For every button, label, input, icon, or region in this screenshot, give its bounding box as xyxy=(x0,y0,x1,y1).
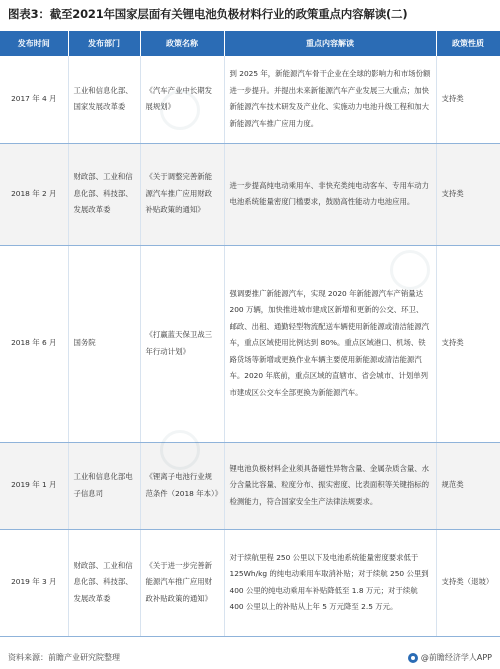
cell-nature: 支持类（退坡） xyxy=(436,529,500,636)
table-row xyxy=(0,529,500,636)
cell-policy: 《汽车产业中长期发展规划》 xyxy=(140,56,224,143)
cell-department: 工业和信息化部、国家发展改革委 xyxy=(68,56,140,143)
table-row xyxy=(0,143,500,245)
cell-department: 财政部、工业和信息化部、科技部、发展改革委 xyxy=(68,143,140,245)
cell-content: 对于续航里程 250 公里以下及电池系统能量密度要求低于 125Wh/kg 的纯电动乘用车取消补贴；对于续航 250 公里到 400 公里的纯电动乘用车补贴降低至 1.8 万元；对于续航 400 公里以上的补贴从上年 5 万元降至 2.5 万元。 xyxy=(224,529,436,636)
qianzhan-logo-icon xyxy=(408,653,418,663)
cell-department: 国务院 xyxy=(68,245,140,442)
cell-content: 进一步提高纯电动乘用车、非快充类纯电动客车、专用车动力电池系统能量密度门槛要求，鼓励高性能动力电池应用。 xyxy=(224,143,436,245)
cell-nature: 支持类 xyxy=(436,245,500,442)
cell-date: 2017 年 4 月 xyxy=(0,56,68,143)
cell-content: 到 2025 年，新能源汽车骨干企业在全球的影响力和市场份额进一步提升。并提出未来新能源汽车产业发展三大重点；加快新能源汽车技术研发及产业化、实施动力电池升级工程和加大新能源汽车推广应用力度。 xyxy=(224,56,436,143)
cell-policy: 《打赢蓝天保卫战三年行动计划》 xyxy=(140,245,224,442)
source-note: 资料来源：前瞻产业研究院整理 xyxy=(8,653,120,662)
header-date: 发布时间 xyxy=(0,31,68,56)
cell-nature: 支持类 xyxy=(436,56,500,143)
cell-nature: 支持类 xyxy=(436,143,500,245)
cell-content: 锂电池负极材料企业须具备磁性异物含量、金属杂质含量、水分含量比容量、粒度分布、振实密度、比表面积等关键指标的检测能力，符合国家安全生产法律法规要求。 xyxy=(224,442,436,529)
table-row xyxy=(0,56,500,143)
footer xyxy=(0,647,500,669)
brand-credit xyxy=(408,652,492,663)
brand-label: @前瞻经济学人APP xyxy=(420,653,492,662)
cell-policy: 《关于调整完善新能源汽车推广应用财政补贴政策的通知》 xyxy=(140,143,224,245)
table-row xyxy=(0,442,500,529)
cell-date: 2019 年 1 月 xyxy=(0,442,68,529)
header-department: 发布部门 xyxy=(68,31,140,56)
cell-policy: 《锂离子电池行业规范条件（2018 年本）》 xyxy=(140,442,224,529)
cell-date: 2018 年 6 月 xyxy=(0,245,68,442)
table-row xyxy=(0,245,500,442)
table-header-row xyxy=(0,31,500,56)
figure-title: 图表3：截至2021年国家层面有关锂电池负极材料行业的政策重点内容解读(二) xyxy=(8,7,408,21)
header-policy: 政策名称 xyxy=(140,31,224,56)
policy-table xyxy=(0,31,500,637)
cell-content: 强调要推广新能源汽车，实现 2020 年新能源汽车产销量达 200 万辆，加快推进城市建成区新增和更新的公交、环卫、邮政、出租、通勤轻型物流配送车辆使用新能源或清洁能源汽车，重点区域使用比例达到 80%。重点区域港口、机场、铁路货场等新增或更换作业车辆主要使用新能源或清洁能源汽车。2020 年底前，重点区域的直辖市、省会城市、计划单列市建成区公交车全部更换为新能源汽车。 xyxy=(224,245,436,442)
cell-nature: 规范类 xyxy=(436,442,500,529)
cell-date: 2018 年 2 月 xyxy=(0,143,68,245)
cell-date: 2019 年 3 月 xyxy=(0,529,68,636)
cell-policy: 《关于进一步完善新能源汽车推广应用财政补贴政策的通知》 xyxy=(140,529,224,636)
header-nature: 政策性质 xyxy=(436,31,500,56)
cell-department: 工业和信息化部电子信息司 xyxy=(68,442,140,529)
cell-department: 财政部、工业和信息化部、科技部、发展改革委 xyxy=(68,529,140,636)
header-content: 重点内容解读 xyxy=(224,31,436,56)
